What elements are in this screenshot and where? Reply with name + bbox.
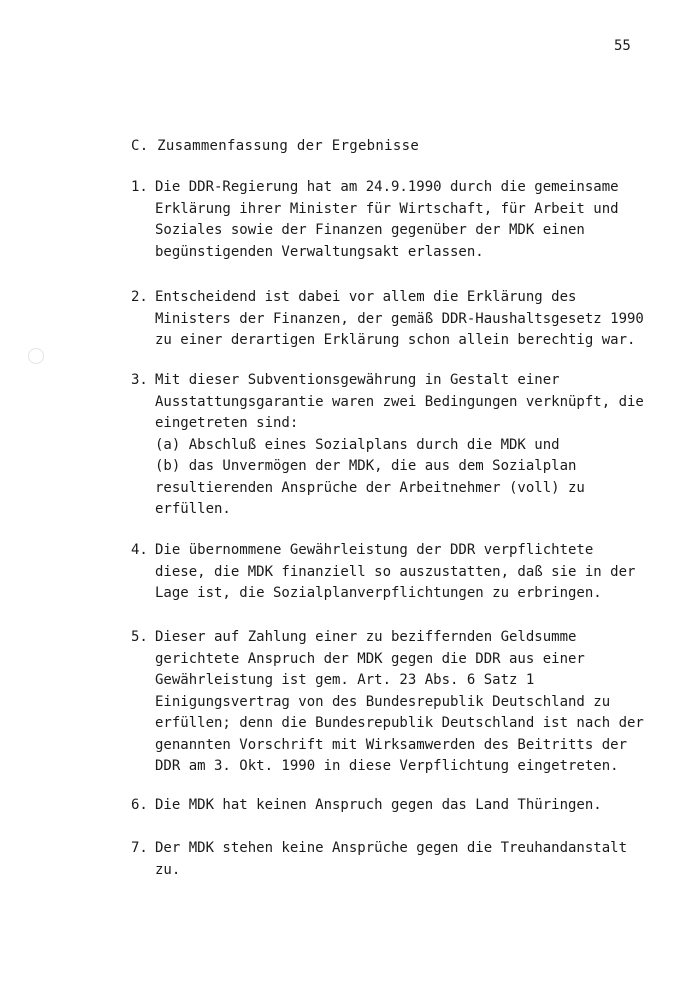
list-item — [131, 838, 671, 881]
section-heading: C. Zusammenfassung der Ergebnisse — [131, 138, 420, 154]
item-line: Lage ist, die Sozialplanverpflichtungen zu erbringen. — [155, 585, 602, 601]
item-line: Die MDK hat keinen Anspruch gegen das Land Thüringen. — [155, 797, 602, 813]
list-item — [131, 627, 671, 778]
list-item — [131, 795, 671, 817]
item-line: resultierenden Ansprüche der Arbeitnehmer (voll) zu — [155, 479, 585, 496]
item-line: (a) Abschluß eines Sozialplans durch die MDK und — [155, 436, 560, 453]
list-item — [131, 287, 671, 352]
item-number: 5. — [131, 629, 148, 645]
item-number: 4. — [131, 542, 148, 558]
page-number: 55 — [614, 38, 631, 54]
item-number: 3. — [131, 372, 148, 388]
item-line: Die DDR-Regierung hat am 24.9.1990 durch die gemeinsame — [155, 179, 619, 195]
punch-hole — [28, 348, 44, 364]
item-line: (b) das Unvermögen der MDK, die aus dem Sozialplan — [155, 458, 577, 474]
item-line: gerichtete Anspruch der MDK gegen die DDR aus einer — [155, 650, 585, 667]
item-line: DDR am 3. Okt. 1990 in diese Verpflichtung eingetreten. — [155, 758, 619, 774]
item-line: Die übernommene Gewährleistung der DDR verpflichtete — [155, 542, 594, 558]
item-line: zu. — [155, 861, 181, 878]
item-line: begünstigenden Verwaltungsakt erlassen. — [155, 243, 484, 260]
item-line: zu einer derartigen Erklärung schon allein berechtig war. — [155, 332, 636, 348]
item-line: diese, die MDK finanziell so auszustatten, daß sie in der — [155, 563, 636, 580]
item-line: Ausstattungsgarantie waren zwei Bedingungen verknüpft, die — [155, 393, 644, 410]
item-line: Erklärung ihrer Minister für Wirtschaft, für Arbeit und — [155, 200, 619, 217]
item-line: Mit dieser Subventionsgewährung in Gestalt einer — [155, 372, 560, 388]
list-item — [131, 540, 671, 605]
punch-hole-marks — [28, 348, 48, 398]
item-line: Ministers der Finanzen, der gemäß DDR-Haushaltsgesetz 1990 — [155, 310, 644, 327]
item-number: 6. — [131, 797, 148, 813]
item-line: Soziales sowie der Finanzen gegenüber der MDK einen — [155, 222, 585, 238]
item-line: erfüllen. — [155, 501, 231, 517]
item-line: Der MDK stehen keine Ansprüche gegen die Treuhandanstalt — [155, 840, 628, 856]
item-line: Gewährleistung ist gem. Art. 23 Abs. 6 Satz 1 — [155, 672, 535, 688]
list-item — [131, 370, 671, 521]
item-number: 2. — [131, 289, 148, 305]
item-line: eingetreten sind: — [155, 415, 299, 431]
item-line: Dieser auf Zahlung einer zu beziffernden Geldsumme — [155, 629, 577, 645]
item-line: Entscheidend ist dabei vor allem die Erklärung des — [155, 289, 577, 305]
item-line: erfüllen; denn die Bundesrepublik Deutschland ist nach der — [155, 715, 644, 731]
item-number: 1. — [131, 179, 148, 195]
item-number: 7. — [131, 840, 148, 856]
list-item — [131, 177, 671, 263]
item-line: Einigungsvertrag von des Bundesrepublik Deutschland zu — [155, 693, 611, 710]
item-line: genannten Vorschrift mit Wirksamwerden des Beitritts der — [155, 736, 628, 753]
